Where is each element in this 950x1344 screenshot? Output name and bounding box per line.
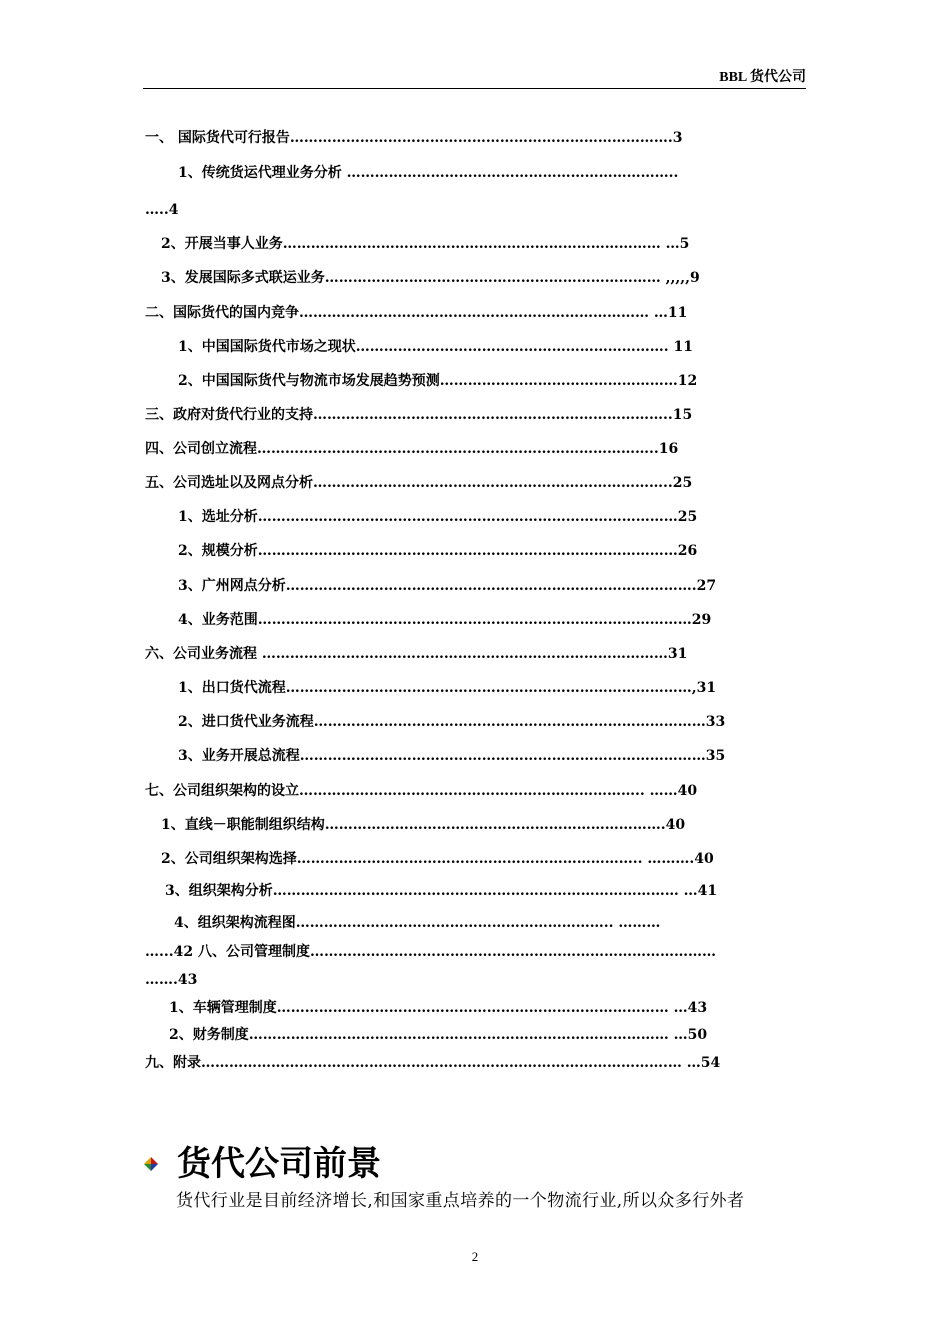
toc-entry[interactable]: 三、政府对货代行业的支持…………………………………………………………………..15: [145, 407, 693, 423]
toc-entry[interactable]: 1、直线－职能制组织结构……………………………………………………………….40: [161, 817, 686, 833]
toc-entry[interactable]: 一、 国际货代可行报告……………………………………………………………………….3: [145, 130, 683, 146]
toc-entry[interactable]: 2、开展当事人业务……………………………………………………………………… …5: [161, 236, 690, 252]
toc-entry[interactable]: 七、公司组织架构的设立……………………………………………………………….. ……40: [145, 783, 698, 799]
toc-entry[interactable]: 六、公司业务流程 ……………………………………………………………………………31: [145, 646, 688, 662]
toc-entry[interactable]: 五、公司选址以及网点分析…………………………………………………………………..25: [145, 475, 693, 491]
toc-entry[interactable]: 1、传统货运代理业务分析 ……………………………………………………………..: [178, 165, 679, 181]
toc-entry[interactable]: 4、业务范围…………………………………………………………………………………29: [178, 612, 712, 628]
toc-entry[interactable]: 九、附录……………………………………………………………………………………….… …54: [145, 1055, 721, 1071]
toc-entry[interactable]: 3、广州网点分析…………………………………………………………………………….27: [178, 578, 717, 594]
toc-entry[interactable]: 二、国际货代的国内竞争………………………………………………………………… …11: [145, 305, 688, 321]
toc-entry[interactable]: 2、财务制度……………………………………………………………………………… …50: [169, 1027, 708, 1043]
body-paragraph: 货代行业是目前经济增长,和国家重点培养的一个物流行业,所以众多行外者: [176, 1191, 745, 1211]
toc-entry[interactable]: …...42 八、公司管理制度……………………………………………………………………………: [145, 944, 716, 960]
toc-entry[interactable]: 3、发展国际多式联运业务……………………………………………………………… ,,,,,9: [161, 270, 700, 286]
toc-entry[interactable]: 3、业务开展总流程……………………………………………………………………………35: [178, 748, 726, 764]
toc-entry[interactable]: 3、组织架构分析…………………………………………………………………………… …41: [165, 883, 718, 899]
toc-entry[interactable]: 1、中国国际货代市场之现状…………………………………………………………. 11: [178, 339, 693, 355]
toc-entry-continuation: …..4: [145, 202, 179, 218]
toc-entry[interactable]: 2、中国国际货代与物流市场发展趋势预测……………………………………………12: [178, 373, 698, 389]
toc-entry[interactable]: 1、选址分析………………………………………………………………………………25: [178, 509, 698, 525]
page-number: 2: [471, 1249, 479, 1264]
toc-entry[interactable]: 1、车辆管理制度………………………………………………………………………… …43: [169, 1000, 708, 1016]
toc-entry[interactable]: 四、公司创立流程…………………………………………………………………………..16: [145, 441, 679, 457]
toc-entry[interactable]: 4、组织架构流程图………………………………………………………….. ………: [174, 915, 661, 931]
toc-entry[interactable]: 2、公司组织架构选择……………………………………………………………….. ……….40: [161, 851, 714, 867]
diamond-bullet-icon: [143, 1156, 159, 1172]
section-heading: 货代公司前景: [177, 1144, 381, 1184]
toc-entry-continuation: …….43: [145, 972, 198, 988]
toc-entry[interactable]: 1、出口货代流程……………………………………………………………………………,31: [178, 680, 717, 696]
header-title: BBL 货代公司: [719, 70, 806, 85]
toc-entry[interactable]: 2、进口货代业务流程…………………………………………………………………………33: [178, 714, 726, 730]
toc-entry[interactable]: 2、规模分析………………………………………………………………………………26: [178, 543, 698, 559]
